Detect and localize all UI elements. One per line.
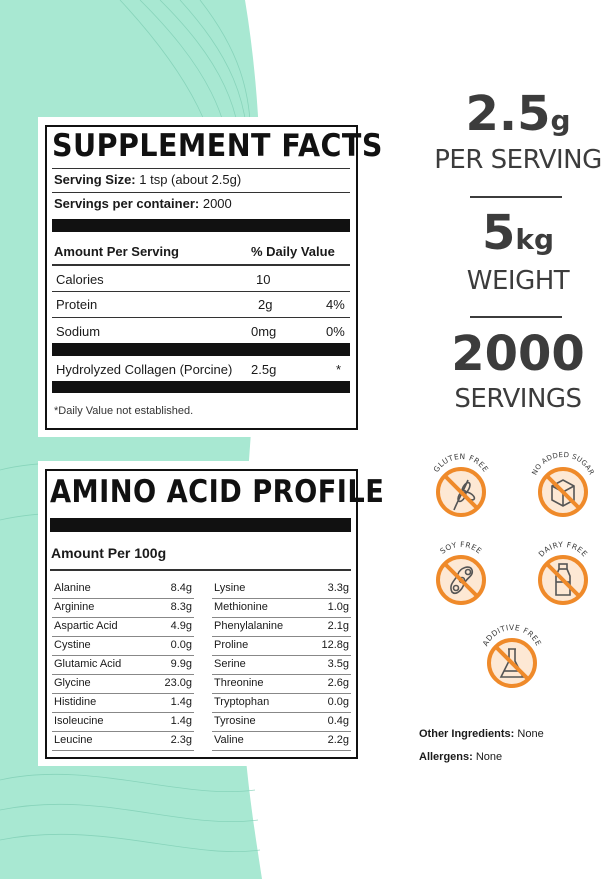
row-divider [52,317,350,318]
amino-name: Alanine [54,582,91,594]
badge-label: NO ADDED SUGAR [530,450,596,477]
nutrient-amount: 0mg [251,324,277,339]
amino-name: Tyrosine [214,715,256,727]
badge-label: GLUTEN FREE [431,451,491,474]
amino-name: Glycine [54,677,91,689]
stat-number: 2000 [451,326,585,382]
servings-key: Servings per container: [54,196,200,211]
serving-divider [52,192,350,193]
weight-stat [418,205,604,261]
badge-label: SOY FREE [438,539,484,556]
allergens-label: Allergens: [419,751,473,763]
stat-unit: g [550,104,571,137]
amino-name: Arginine [54,601,95,613]
amino-name: Serine [214,658,246,670]
nutrient-name: Hydrolyzed Collagen (Porcine) [56,362,233,377]
amino-row [212,712,351,732]
allergens-value: None [475,751,503,763]
nutrient-daily-value: * [336,362,342,377]
amino-name: Phenylalanine [214,620,284,632]
amino-value: 0.0g [170,639,192,651]
amino-row [52,674,194,694]
amino-row [212,731,351,751]
nutrient-name: Calories [56,272,104,287]
soy-free-badge [426,532,496,612]
amino-row [212,598,351,618]
dairy-free-badge [528,532,598,612]
amino-row [52,731,194,751]
amount-per-serving-header: Amount Per Serving [54,244,179,259]
amino-row [52,712,194,732]
thick-divider-3 [52,381,350,393]
amino-value: 0.0g [327,696,349,708]
servings-stat [418,326,604,382]
amino-row [52,693,194,713]
stat-divider [470,316,562,318]
serving-size-label [54,172,241,187]
thick-divider-2 [52,343,350,356]
stat-divider [470,196,562,198]
amino-row [212,636,351,656]
amino-name: Isoleucine [54,715,104,727]
amino-name: Lysine [214,582,246,594]
title-divider [52,168,350,169]
amino-value: 8.4g [170,582,192,594]
amino-name: Threonine [214,677,264,689]
thick-divider-1 [52,219,350,232]
nutrient-daily-value: 0% [326,324,345,339]
amino-value: 3.5g [327,658,349,670]
amino-name: Leucine [54,734,93,746]
nutrient-amount: 10 [256,272,271,287]
amino-value: 8.3g [170,601,192,613]
amino-name: Tryptophan [214,696,270,708]
amino-name: Glutamic Acid [54,658,122,670]
amino-row [212,579,351,599]
nutrient-name: Protein [56,297,98,312]
amino-row [212,674,351,694]
additive-free-badge [477,615,547,695]
amino-row [52,655,194,675]
amino-value: 12.8g [321,639,349,651]
amino-thick-divider [50,518,351,532]
amino-name: Aspartic Acid [54,620,118,632]
amino-acid-title: AMINO ACID PROFILE [50,474,385,510]
amino-value: 1.4g [170,696,192,708]
daily-value-header: % Daily Value [251,244,335,259]
amino-name: Cystine [54,639,91,651]
nutrient-amount: 2g [258,297,273,312]
amino-value: 2.6g [327,677,349,689]
gluten-free-badge [426,444,496,524]
amino-name: Proline [214,639,249,651]
serving-size-value: 1 tsp (about 2.5g) [139,172,242,187]
stat-label: SERVINGS [454,384,582,414]
amino-value: 1.0g [327,601,349,613]
other-ingredients [419,728,544,740]
allergens [419,751,502,763]
no-added-sugar-badge [528,444,598,524]
amino-value: 2.1g [327,620,349,632]
amino-value: 23.0g [164,677,192,689]
nutrient-daily-value: 4% [326,297,345,312]
amino-value: 1.4g [170,715,192,727]
amino-name: Histidine [54,696,97,708]
amino-row [52,636,194,656]
stat-unit: kg [515,223,555,256]
amino-value: 3.3g [327,582,349,594]
amino-row [212,617,351,637]
daily-value-footnote: *Daily Value not established. [54,405,194,417]
other-ingredients-label: Other Ingredients: [419,728,515,740]
stat-label: WEIGHT [466,266,570,296]
header-divider [52,264,350,266]
amino-row [52,617,194,637]
amino-row [212,693,351,713]
serving-size-stat [418,86,604,142]
stat-label: PER SERVING [434,145,602,175]
servings-per-container [54,196,232,211]
amino-row [52,579,194,599]
other-ingredients-value: None [517,728,544,740]
amino-row [212,655,351,675]
supplement-facts-title: SUPPLEMENT FACTS [52,128,383,164]
svg-text:SOY FREE [438,540,483,556]
serving-size-key: Serving Size: [54,172,136,187]
amino-name: Valine [214,734,244,746]
amount-per-100g-header: Amount Per 100g [51,545,167,561]
stat-number: 2.5 [465,86,551,142]
badge-label: ADDITIVE FREE [480,622,544,648]
nutrient-name: Sodium [56,324,101,339]
stat-number: 5 [481,205,516,261]
badge-label: DAIRY FREE [536,539,590,559]
servings-value: 2000 [202,196,232,211]
amino-value: 2.3g [170,734,192,746]
amino-header-divider [50,569,351,571]
nutrient-amount: 2.5g [251,362,277,377]
amino-value: 4.9g [170,620,192,632]
amino-value: 2.2g [327,734,349,746]
amino-row [52,598,194,618]
amino-value: 0.4g [327,715,349,727]
row-divider [52,291,350,292]
amino-name: Methionine [214,601,268,613]
amino-value: 9.9g [170,658,192,670]
